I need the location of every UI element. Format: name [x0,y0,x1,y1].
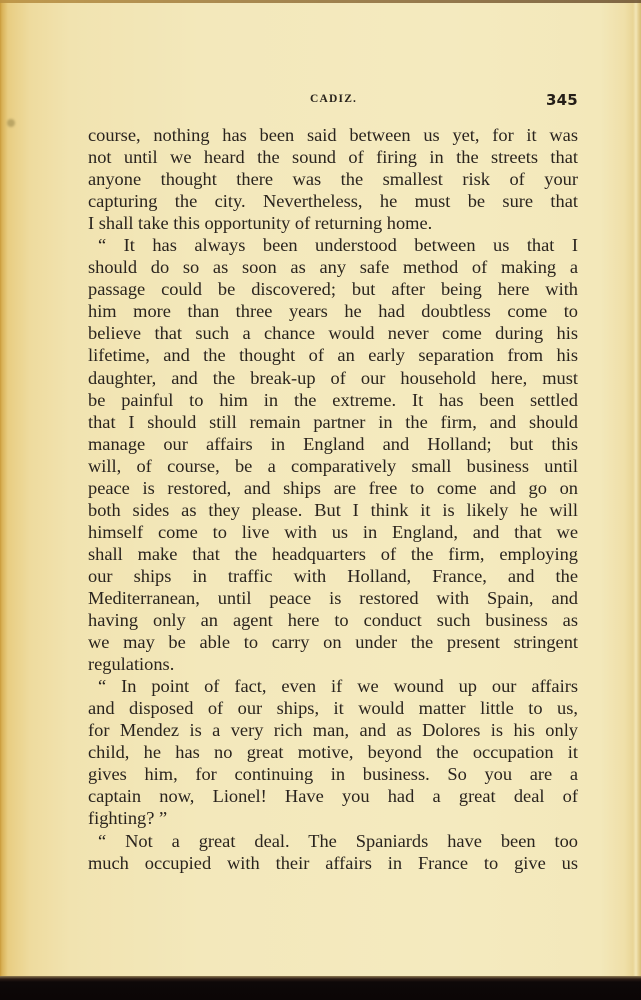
text-line: “ In point of fact, even if we wound up our affairs [98,676,578,697]
page-number: 345 [546,91,578,109]
text-line: capturing the city. Nevertheless, he must be sure that [88,191,578,212]
text-line: for Mendez is a very rich man, and as Dolores is his only [88,720,578,741]
text-line: him more than three years he had doubtless come to [88,301,578,322]
text-line: not until we heard the sound of firing in the streets that [88,147,578,168]
text-line: captain now, Lionel! Have you had a great deal of [88,786,578,807]
text-line: and disposed of our ships, it would matter little to us, [88,698,578,719]
text-line: we may be able to carry on under the present stringent [88,632,578,653]
text-line: “ Not a great deal. The Spaniards have been too [98,830,578,851]
text-line: anyone thought there was the smallest risk of your [88,169,578,190]
text-line: gives him, for continuing in business. So you are a [88,764,578,785]
text-line: shall make that the headquarters of the firm, employing [88,543,578,564]
running-head-title: CADIZ. [310,93,358,105]
text-line: peace is restored, and ships are free to come and go on [88,477,578,498]
running-header [0,93,641,113]
text-line: will, of course, be a comparatively small business until [88,455,578,476]
text-line: our ships in traffic with Holland, France, and the [88,565,578,586]
text-line: child, he has no great motive, beyond the occupation it [88,742,578,763]
text-line: regulations. [88,654,175,675]
page-top-edge [0,0,641,3]
ink-smudge [7,119,15,127]
text-line: Mediterranean, until peace is restored with Spain, and [88,587,578,608]
text-line: fighting? ” [88,808,168,829]
text-line: passage could be discovered; but after being here with [88,279,578,300]
body-text [88,124,578,874]
text-line: lifetime, and the thought of an early separation from his [88,345,578,366]
text-line: that I should still remain partner in the firm, and should [88,411,578,432]
text-line: believe that such a chance would never come during his [88,323,578,344]
text-line: course, nothing has been said between us yet, for it was [88,125,578,145]
text-line: I shall take this opportunity of returning home. [88,213,433,234]
text-line: be painful to him in the extreme. It has been settled [88,389,578,410]
text-line: daughter, and the break-up of our household here, must [88,367,578,388]
text-line: manage our affairs in England and Holland; but this [88,433,578,454]
text-line: having only an agent here to conduct such business as [88,610,578,631]
text-line: both sides as they please. But I think it is likely he will [88,499,578,520]
text-line: should do so as soon as any safe method of making a [88,257,578,278]
scan-bottom-shadow [0,976,641,1000]
text-line: much occupied with their affairs in France to give us [88,852,578,873]
text-line: himself come to live with us in England, and that we [88,521,578,542]
text-line: “ It has always been understood between us that I [98,235,578,256]
